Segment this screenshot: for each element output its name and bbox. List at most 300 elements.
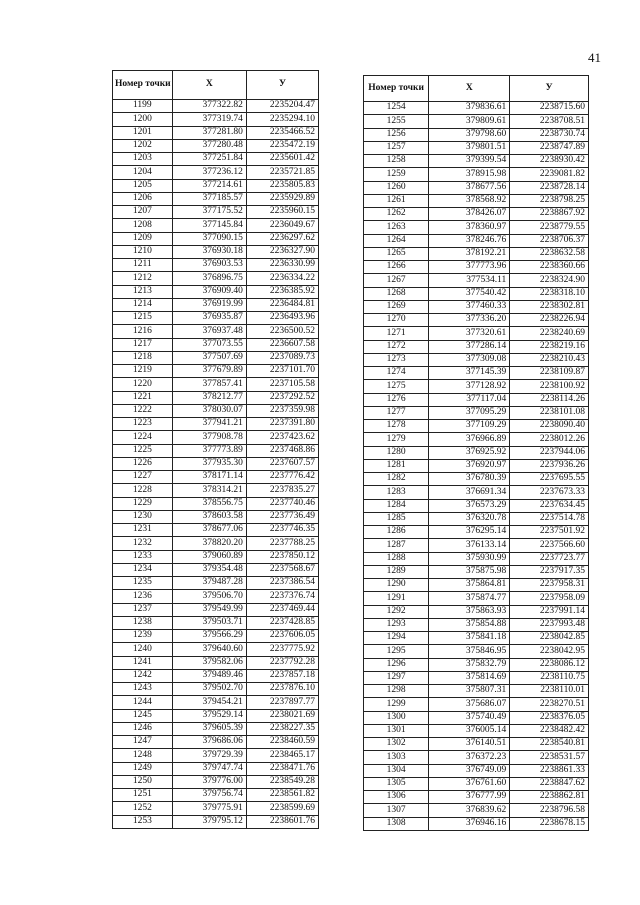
table-row	[113, 815, 319, 828]
x-coordinate-cell: 376005.14	[429, 724, 510, 737]
y-coordinate-cell: 2237386.54	[246, 577, 318, 590]
x-coordinate-cell: 379775.91	[172, 802, 246, 815]
point-number-cell: 1205	[113, 179, 173, 192]
point-number-cell: 1213	[113, 285, 173, 298]
x-coordinate-cell: 376896.75	[172, 272, 246, 285]
y-coordinate-cell: 2237089.73	[246, 351, 318, 364]
table-row	[364, 168, 589, 181]
x-coordinate-cell: 377319.74	[172, 113, 246, 126]
x-coordinate-cell: 378030.07	[172, 404, 246, 417]
x-coordinate-cell: 376925.92	[429, 446, 510, 459]
x-coordinate-cell: 376691.34	[429, 486, 510, 499]
point-number-cell: 1301	[364, 724, 429, 737]
x-coordinate-cell: 377117.04	[429, 393, 510, 406]
x-coordinate-cell: 379454.21	[172, 696, 246, 709]
point-number-cell: 1237	[113, 603, 173, 616]
table-row	[113, 457, 319, 470]
table-row	[113, 272, 319, 285]
table-row	[364, 605, 589, 618]
point-number-cell: 1216	[113, 325, 173, 338]
y-coordinate-cell: 2238798.25	[510, 194, 589, 207]
point-number-cell: 1246	[113, 722, 173, 735]
table-row	[364, 632, 589, 645]
x-coordinate-cell: 377534.11	[429, 274, 510, 287]
point-number-cell: 1232	[113, 537, 173, 550]
x-coordinate-cell: 378677.06	[172, 524, 246, 537]
y-coordinate-cell: 2237391.80	[246, 418, 318, 431]
table-row	[364, 499, 589, 512]
table-row	[364, 221, 589, 234]
point-number-cell: 1275	[364, 380, 429, 393]
y-coordinate-cell: 2238540.81	[510, 738, 589, 751]
y-coordinate-cell: 2238270.51	[510, 698, 589, 711]
y-coordinate-cell: 2237835.27	[246, 484, 318, 497]
x-coordinate-cell: 376295.14	[429, 526, 510, 539]
point-number-cell: 1202	[113, 139, 173, 152]
point-number-cell: 1307	[364, 804, 429, 817]
y-coordinate-cell: 2238678.15	[510, 817, 589, 830]
table-row	[113, 404, 319, 417]
y-coordinate-cell: 2238747.89	[510, 141, 589, 154]
point-number-cell: 1219	[113, 365, 173, 378]
x-coordinate-cell: 379506.70	[172, 590, 246, 603]
y-coordinate-cell: 2238240.69	[510, 327, 589, 340]
x-coordinate-cell: 379605.39	[172, 722, 246, 735]
y-coordinate-cell: 2236334.22	[246, 272, 318, 285]
point-number-cell: 1267	[364, 274, 429, 287]
x-coordinate-cell: 377145.84	[172, 219, 246, 232]
y-coordinate-cell: 2238110.75	[510, 671, 589, 684]
y-coordinate-cell: 2237775.92	[246, 643, 318, 656]
y-coordinate-cell: 2236607.58	[246, 338, 318, 351]
table-row	[364, 194, 589, 207]
y-coordinate-cell: 2236385.92	[246, 285, 318, 298]
point-number-cell: 1238	[113, 616, 173, 629]
header-x: X	[172, 71, 246, 100]
x-coordinate-cell: 379776.00	[172, 775, 246, 788]
x-coordinate-cell: 376761.60	[429, 777, 510, 790]
x-coordinate-cell: 376372.23	[429, 751, 510, 764]
point-number-cell: 1207	[113, 206, 173, 219]
point-number-cell: 1298	[364, 685, 429, 698]
x-coordinate-cell: 377460.33	[429, 300, 510, 313]
table-row	[364, 181, 589, 194]
table-row	[113, 206, 319, 219]
y-coordinate-cell: 2238561.82	[246, 789, 318, 802]
point-number-cell: 1226	[113, 457, 173, 470]
y-coordinate-cell: 2236500.52	[246, 325, 318, 338]
y-coordinate-cell: 2238708.51	[510, 115, 589, 128]
y-coordinate-cell: 2237376.74	[246, 590, 318, 603]
point-number-cell: 1294	[364, 632, 429, 645]
point-number-cell: 1299	[364, 698, 429, 711]
x-coordinate-cell: 377175.52	[172, 206, 246, 219]
y-coordinate-cell: 2238861.33	[510, 764, 589, 777]
table-row	[113, 643, 319, 656]
coordinates-table-left	[112, 70, 319, 829]
y-coordinate-cell: 2237673.33	[510, 486, 589, 499]
table-row	[113, 563, 319, 576]
x-coordinate-cell: 379640.60	[172, 643, 246, 656]
x-coordinate-cell: 376930.18	[172, 245, 246, 258]
x-coordinate-cell: 376946.16	[429, 817, 510, 830]
table-header-row	[364, 76, 589, 102]
x-coordinate-cell: 377095.29	[429, 406, 510, 419]
x-coordinate-cell: 379582.06	[172, 656, 246, 669]
y-coordinate-cell: 2237917.35	[510, 565, 589, 578]
table-row	[364, 433, 589, 446]
point-number-cell: 1239	[113, 630, 173, 643]
point-number-cell: 1297	[364, 671, 429, 684]
x-coordinate-cell: 379060.89	[172, 550, 246, 563]
y-coordinate-cell: 2238471.76	[246, 762, 318, 775]
point-number-cell: 1251	[113, 789, 173, 802]
x-coordinate-cell: 376919.99	[172, 298, 246, 311]
point-number-cell: 1224	[113, 431, 173, 444]
table-row	[364, 115, 589, 128]
y-coordinate-cell: 2236049.67	[246, 219, 318, 232]
table-row	[113, 709, 319, 722]
x-coordinate-cell: 377941.21	[172, 418, 246, 431]
y-coordinate-cell: 2237423.62	[246, 431, 318, 444]
table-row	[364, 300, 589, 313]
x-coordinate-cell: 375930.99	[429, 552, 510, 565]
y-coordinate-cell: 2238318.10	[510, 287, 589, 300]
x-coordinate-cell: 377935.30	[172, 457, 246, 470]
y-coordinate-cell: 2237723.77	[510, 552, 589, 565]
point-number-cell: 1282	[364, 473, 429, 486]
table-row	[113, 471, 319, 484]
x-coordinate-cell: 376133.14	[429, 539, 510, 552]
point-number-cell: 1247	[113, 736, 173, 749]
y-coordinate-cell: 2237850.12	[246, 550, 318, 563]
table-row	[364, 711, 589, 724]
x-coordinate-cell: 376909.40	[172, 285, 246, 298]
y-coordinate-cell: 2237568.67	[246, 563, 318, 576]
y-coordinate-cell: 2237514.78	[510, 512, 589, 525]
point-number-cell: 1285	[364, 512, 429, 525]
table-row	[113, 325, 319, 338]
table-row	[364, 685, 589, 698]
point-number-cell: 1261	[364, 194, 429, 207]
point-number-cell: 1204	[113, 166, 173, 179]
table-row	[364, 380, 589, 393]
y-coordinate-cell: 2237359.98	[246, 404, 318, 417]
table-row	[364, 459, 589, 472]
table-row	[113, 616, 319, 629]
table-row	[364, 446, 589, 459]
y-coordinate-cell: 2238862.81	[510, 791, 589, 804]
point-number-cell: 1291	[364, 592, 429, 605]
y-coordinate-cell: 2237857.18	[246, 669, 318, 682]
point-number-cell: 1242	[113, 669, 173, 682]
y-coordinate-cell: 2235805.83	[246, 179, 318, 192]
y-coordinate-cell: 2237776.42	[246, 471, 318, 484]
point-number-cell: 1302	[364, 738, 429, 751]
y-coordinate-cell: 2235466.52	[246, 126, 318, 139]
table-row	[364, 539, 589, 552]
y-coordinate-cell: 2235960.15	[246, 206, 318, 219]
table-row	[113, 126, 319, 139]
point-number-cell: 1265	[364, 247, 429, 260]
y-coordinate-cell: 2238042.85	[510, 632, 589, 645]
x-coordinate-cell: 379502.70	[172, 683, 246, 696]
point-number-cell: 1231	[113, 524, 173, 537]
point-number-cell: 1211	[113, 259, 173, 272]
point-number-cell: 1201	[113, 126, 173, 139]
x-coordinate-cell: 378192.21	[429, 247, 510, 260]
x-coordinate-cell: 379801.51	[429, 141, 510, 154]
y-coordinate-cell: 2237736.49	[246, 510, 318, 523]
table-row	[113, 139, 319, 152]
y-coordinate-cell: 2238728.14	[510, 181, 589, 194]
table-row	[364, 565, 589, 578]
point-number-cell: 1262	[364, 208, 429, 221]
x-coordinate-cell: 377679.89	[172, 365, 246, 378]
table-row	[113, 524, 319, 537]
x-coordinate-cell: 377251.84	[172, 153, 246, 166]
y-coordinate-cell: 2238100.92	[510, 380, 589, 393]
point-number-cell: 1283	[364, 486, 429, 499]
point-number-cell: 1218	[113, 351, 173, 364]
x-coordinate-cell: 377309.08	[429, 353, 510, 366]
table-row	[364, 512, 589, 525]
y-coordinate-cell: 2238086.12	[510, 658, 589, 671]
point-number-cell: 1235	[113, 577, 173, 590]
table-row	[113, 245, 319, 258]
table-row	[364, 473, 589, 486]
x-coordinate-cell: 375863.93	[429, 605, 510, 618]
y-coordinate-cell: 2238109.87	[510, 367, 589, 380]
y-coordinate-cell: 2236493.96	[246, 312, 318, 325]
x-coordinate-cell: 377128.92	[429, 380, 510, 393]
y-coordinate-cell: 2237746.35	[246, 524, 318, 537]
header-point-number: Номер точки	[113, 71, 173, 100]
table-row	[364, 340, 589, 353]
point-number-cell: 1215	[113, 312, 173, 325]
y-coordinate-cell: 2238114.26	[510, 393, 589, 406]
point-number-cell: 1279	[364, 433, 429, 446]
y-coordinate-cell: 2238360.66	[510, 261, 589, 274]
y-coordinate-cell: 2235204.47	[246, 100, 318, 113]
table-row	[113, 378, 319, 391]
point-number-cell: 1304	[364, 764, 429, 777]
point-number-cell: 1250	[113, 775, 173, 788]
x-coordinate-cell: 378603.58	[172, 510, 246, 523]
y-coordinate-cell: 2237876.10	[246, 683, 318, 696]
x-coordinate-cell: 378426.07	[429, 208, 510, 221]
table-row	[113, 630, 319, 643]
table-row	[364, 247, 589, 260]
table-row	[364, 274, 589, 287]
y-coordinate-cell: 2236297.62	[246, 232, 318, 245]
point-number-cell: 1260	[364, 181, 429, 194]
table-row	[364, 208, 589, 221]
table-row	[364, 791, 589, 804]
table-row	[364, 353, 589, 366]
y-coordinate-cell: 2237788.25	[246, 537, 318, 550]
point-number-cell: 1199	[113, 100, 173, 113]
point-number-cell: 1264	[364, 234, 429, 247]
x-coordinate-cell: 377336.20	[429, 314, 510, 327]
x-coordinate-cell: 378677.56	[429, 181, 510, 194]
x-coordinate-cell: 379529.14	[172, 709, 246, 722]
table-row	[364, 367, 589, 380]
x-coordinate-cell: 379836.61	[429, 102, 510, 115]
y-coordinate-cell: 2238531.57	[510, 751, 589, 764]
y-coordinate-cell: 2237740.46	[246, 497, 318, 510]
table-row	[364, 645, 589, 658]
x-coordinate-cell: 378314.21	[172, 484, 246, 497]
table-row	[113, 696, 319, 709]
y-coordinate-cell: 2237936.26	[510, 459, 589, 472]
y-coordinate-cell: 2236484.81	[246, 298, 318, 311]
point-number-cell: 1300	[364, 711, 429, 724]
table-row	[113, 802, 319, 815]
table-row	[113, 431, 319, 444]
x-coordinate-cell: 379566.29	[172, 630, 246, 643]
point-number-cell: 1210	[113, 245, 173, 258]
x-coordinate-cell: 378568.92	[429, 194, 510, 207]
y-coordinate-cell: 2238601.76	[246, 815, 318, 828]
x-coordinate-cell: 377773.96	[429, 261, 510, 274]
point-number-cell: 1245	[113, 709, 173, 722]
y-coordinate-cell: 2238460.59	[246, 736, 318, 749]
table-row	[364, 579, 589, 592]
y-coordinate-cell: 2237606.05	[246, 630, 318, 643]
y-coordinate-cell: 2238012.26	[510, 433, 589, 446]
x-coordinate-cell: 376966.89	[429, 433, 510, 446]
header-y: У	[246, 71, 318, 100]
y-coordinate-cell: 2238302.81	[510, 300, 589, 313]
point-number-cell: 1222	[113, 404, 173, 417]
point-number-cell: 1254	[364, 102, 429, 115]
point-number-cell: 1308	[364, 817, 429, 830]
table-row	[113, 603, 319, 616]
x-coordinate-cell: 379487.28	[172, 577, 246, 590]
x-coordinate-cell: 376320.78	[429, 512, 510, 525]
table-row	[113, 762, 319, 775]
point-number-cell: 1243	[113, 683, 173, 696]
x-coordinate-cell: 377073.55	[172, 338, 246, 351]
x-coordinate-cell: 376839.62	[429, 804, 510, 817]
point-number-cell: 1306	[364, 791, 429, 804]
point-number-cell: 1241	[113, 656, 173, 669]
point-number-cell: 1288	[364, 552, 429, 565]
y-coordinate-cell: 2238110.01	[510, 685, 589, 698]
table-row	[113, 418, 319, 431]
x-coordinate-cell: 379729.39	[172, 749, 246, 762]
point-number-cell: 1203	[113, 153, 173, 166]
y-coordinate-cell: 2237101.70	[246, 365, 318, 378]
point-number-cell: 1220	[113, 378, 173, 391]
x-coordinate-cell: 378915.98	[429, 168, 510, 181]
x-coordinate-cell: 376140.51	[429, 738, 510, 751]
point-number-cell: 1256	[364, 128, 429, 141]
point-number-cell: 1225	[113, 444, 173, 457]
point-number-cell: 1234	[113, 563, 173, 576]
table-row	[113, 497, 319, 510]
point-number-cell: 1259	[364, 168, 429, 181]
y-coordinate-cell: 2238219.16	[510, 340, 589, 353]
table-row	[364, 552, 589, 565]
point-number-cell: 1227	[113, 471, 173, 484]
table-row	[364, 526, 589, 539]
x-coordinate-cell: 377286.14	[429, 340, 510, 353]
point-number-cell: 1263	[364, 221, 429, 234]
table-row	[364, 671, 589, 684]
y-coordinate-cell: 2238930.42	[510, 155, 589, 168]
point-number-cell: 1278	[364, 420, 429, 433]
x-coordinate-cell: 377908.78	[172, 431, 246, 444]
x-coordinate-cell: 379399.54	[429, 155, 510, 168]
y-coordinate-cell: 2238549.28	[246, 775, 318, 788]
x-coordinate-cell: 378820.20	[172, 537, 246, 550]
x-coordinate-cell: 379756.74	[172, 789, 246, 802]
x-coordinate-cell: 378360.97	[429, 221, 510, 234]
point-number-cell: 1223	[113, 418, 173, 431]
table-row	[364, 738, 589, 751]
x-coordinate-cell: 379354.48	[172, 563, 246, 576]
x-coordinate-cell: 377090.15	[172, 232, 246, 245]
y-coordinate-cell: 2238101.08	[510, 406, 589, 419]
table-row	[113, 736, 319, 749]
x-coordinate-cell: 378246.76	[429, 234, 510, 247]
y-coordinate-cell: 2235472.19	[246, 139, 318, 152]
header-y: У	[510, 76, 589, 102]
y-coordinate-cell: 2238632.58	[510, 247, 589, 260]
point-number-cell: 1233	[113, 550, 173, 563]
x-coordinate-cell: 377857.41	[172, 378, 246, 391]
table-row	[113, 351, 319, 364]
y-coordinate-cell: 2238779.55	[510, 221, 589, 234]
x-coordinate-cell: 379686.06	[172, 736, 246, 749]
x-coordinate-cell: 379503.71	[172, 616, 246, 629]
y-coordinate-cell: 2238090.40	[510, 420, 589, 433]
y-coordinate-cell: 2238226.94	[510, 314, 589, 327]
x-coordinate-cell: 379809.61	[429, 115, 510, 128]
y-coordinate-cell: 2237469.44	[246, 603, 318, 616]
header-point-number: Номер точки	[364, 76, 429, 102]
x-coordinate-cell: 377145.39	[429, 367, 510, 380]
table-row	[364, 751, 589, 764]
point-number-cell: 1208	[113, 219, 173, 232]
x-coordinate-cell: 377540.42	[429, 287, 510, 300]
point-number-cell: 1287	[364, 539, 429, 552]
table-row	[364, 592, 589, 605]
point-number-cell: 1266	[364, 261, 429, 274]
point-number-cell: 1289	[364, 565, 429, 578]
y-coordinate-cell: 2238324.90	[510, 274, 589, 287]
x-coordinate-cell: 376903.53	[172, 259, 246, 272]
x-coordinate-cell: 375686.07	[429, 698, 510, 711]
table-row	[364, 314, 589, 327]
point-number-cell: 1257	[364, 141, 429, 154]
x-coordinate-cell: 377773.89	[172, 444, 246, 457]
y-coordinate-cell: 2237958.31	[510, 579, 589, 592]
x-coordinate-cell: 376935.87	[172, 312, 246, 325]
x-coordinate-cell: 379798.60	[429, 128, 510, 141]
y-coordinate-cell: 2235929.89	[246, 192, 318, 205]
point-number-cell: 1228	[113, 484, 173, 497]
header-x: X	[429, 76, 510, 102]
point-number-cell: 1244	[113, 696, 173, 709]
y-coordinate-cell: 2238021.69	[246, 709, 318, 722]
y-coordinate-cell: 2238376.05	[510, 711, 589, 724]
x-coordinate-cell: 375814.69	[429, 671, 510, 684]
y-coordinate-cell: 2236327.90	[246, 245, 318, 258]
x-coordinate-cell: 377236.12	[172, 166, 246, 179]
